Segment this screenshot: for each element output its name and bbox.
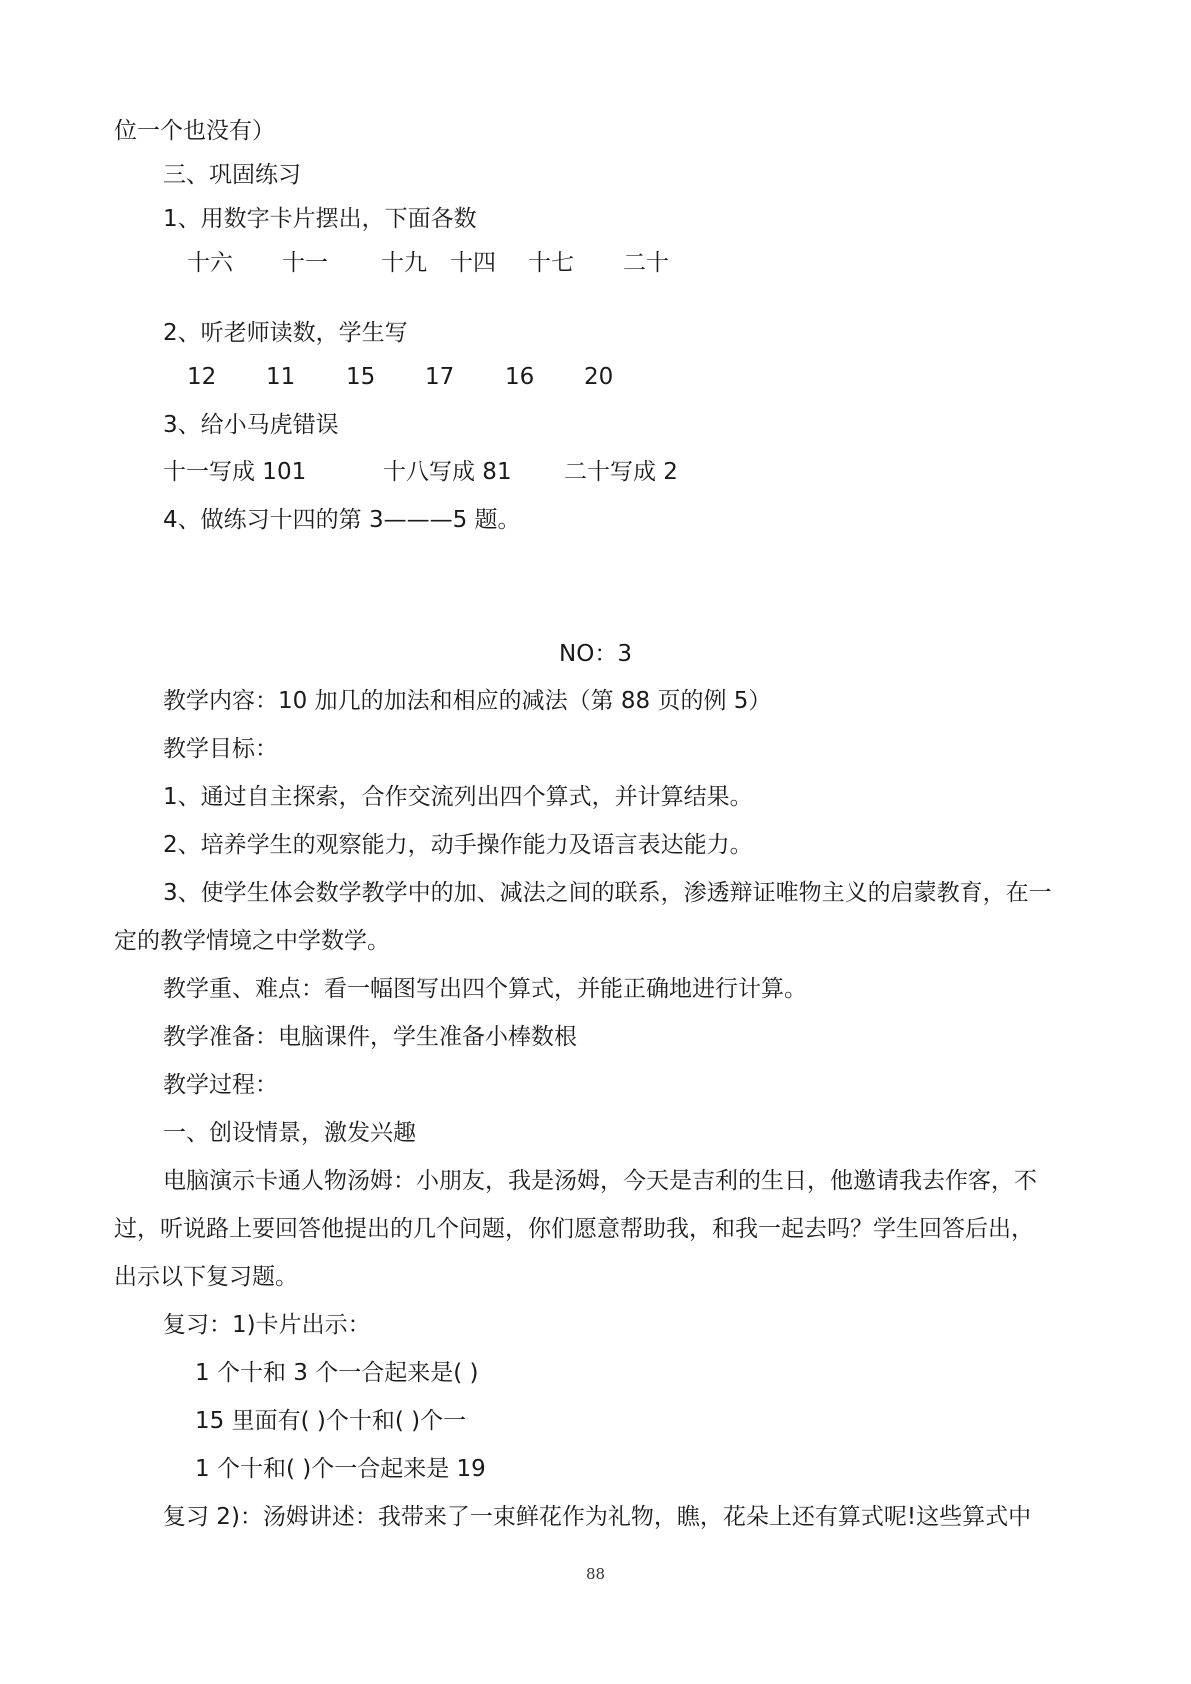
page-number: 88 <box>585 1565 606 1583</box>
review-2: 复习 2)：汤姆讲述：我带来了一束鲜花作为礼物，瞧，花朵上还有算式呢!这些算式中 <box>163 1504 1032 1530</box>
practice-item-3: 3、给小马虎错误 <box>163 412 339 438</box>
number-value: 17 <box>425 364 455 390</box>
practice-heading: 三、巩固练习 <box>163 162 301 188</box>
error-example: 十一写成 101 <box>163 459 307 485</box>
key-points: 教学重、难点：看一幅图写出四个算式，并能正确地进行计算。 <box>163 976 807 1002</box>
error-example: 二十写成 2 <box>564 459 678 485</box>
lesson-content: 教学内容：10 加几的加法和相应的减法（第 88 页的例 5） <box>163 688 772 714</box>
step-1-heading: 一、创设情景，激发兴趣 <box>163 1120 416 1146</box>
goals-label: 教学目标： <box>163 736 278 762</box>
goal-1: 1、通过自主探索，合作交流列出四个算式，并计算结果。 <box>163 784 753 810</box>
number-value: 11 <box>266 364 296 390</box>
process-label: 教学过程： <box>163 1072 278 1098</box>
practice-item-1: 1、用数字卡片摆出，下面各数 <box>163 206 477 232</box>
number-value: 12 <box>187 364 217 390</box>
number-word: 十六 <box>187 250 233 276</box>
goal-2: 2、培养学生的观察能力，动手操作能力及语言表达能力。 <box>163 832 753 858</box>
number-word: 十一 <box>282 250 328 276</box>
error-example: 十八写成 81 <box>383 459 512 485</box>
number-value: 20 <box>584 364 614 390</box>
number-word: 十四 <box>450 250 496 276</box>
number-word: 十七 <box>528 250 574 276</box>
preparation: 教学准备：电脑课件，学生准备小棒数根 <box>163 1024 577 1050</box>
intro-line-3: 出示以下复习题。 <box>114 1264 298 1290</box>
review-1-question-3: 1 个十和( )个一合起来是 19 <box>195 1456 486 1482</box>
continuation-text: 位一个也没有） <box>114 118 275 144</box>
review-1-question-2: 15 里面有( )个十和( )个一 <box>195 1408 467 1434</box>
goal-3-line-2: 定的教学情境之中学数学。 <box>114 928 390 954</box>
number-value: 15 <box>346 364 376 390</box>
number-value: 16 <box>505 364 535 390</box>
intro-line-1: 电脑演示卡通人物汤姆：小朋友，我是汤姆，今天是吉利的生日，他邀请我去作客，不 <box>163 1168 1037 1194</box>
number-word: 二十 <box>623 250 669 276</box>
lesson-title: NO：3 <box>559 641 632 667</box>
goal-3-line-1: 3、使学生体会数学教学中的加、减法之间的联系，渗透辩证唯物主义的启蒙教育，在一 <box>163 880 1052 906</box>
practice-item-2: 2、听老师读数，学生写 <box>163 320 408 346</box>
review-1-label: 复习：1)卡片出示： <box>163 1312 371 1338</box>
number-word: 十九 <box>381 250 427 276</box>
practice-item-4: 4、做练习十四的第 3———5 题。 <box>163 507 521 533</box>
review-1-question-1: 1 个十和 3 个一合起来是( ) <box>195 1360 479 1386</box>
intro-line-2: 过，听说路上要回答他提出的几个问题，你们愿意帮助我，和我一起去吗？学生回答后出， <box>114 1216 1034 1242</box>
